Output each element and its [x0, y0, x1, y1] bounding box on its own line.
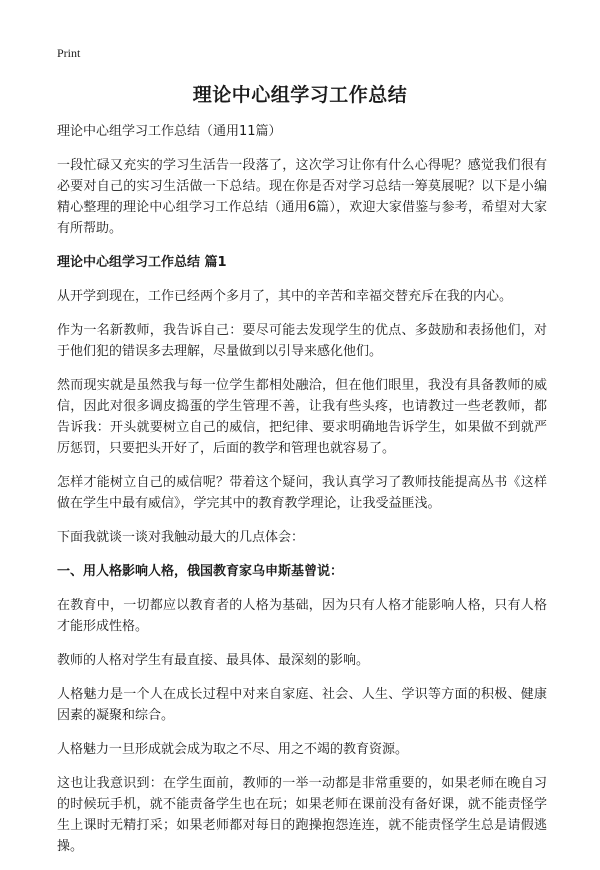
- paragraph: 从开学到现在，工作已经两个多月了，其中的辛苦和幸福交替充斥在我的内心。: [57, 289, 513, 304]
- paragraph: 在教育中，一切都应以教育者的人格为基础，因为只有人格才能影响人格，只有人格才能形成性格。: [57, 598, 547, 634]
- point-heading: 一、用人格影响人格，俄国教育家乌申斯基曾说：: [57, 564, 344, 579]
- paragraph: 怎样才能树立自己的威信呢？带着这个疑问，我认真学习了教师技能提高丛书《这样做在学生中最有威信》，学完其中的教育教学理论，让我受益匪浅。: [57, 475, 547, 511]
- page-title: 理论中心组学习工作总结: [192, 84, 408, 106]
- print-link[interactable]: Print: [57, 46, 81, 60]
- paragraph: 作为一名新教师，我告诉自己：要尽可能去发现学生的优点、多鼓励和表扬他们，对于他们犯的错误多去理解，尽量做到以引导来感化他们。: [57, 323, 547, 359]
- paragraph: 人格魅力一旦形成就会成为取之不尽、用之不竭的教育资源。: [57, 742, 409, 757]
- paragraph: 然而现实就是虽然我与每一位学生都相处融洽，但在他们眼里，我没有具备教师的威信，因此对很多调皮捣蛋的学生管理不善，让我有些头疼，也请教过一些老教师，都告诉我：开头就要树立自己的威信，把纪律、要求明确地告诉学生，如果做不到就严厉惩罚，只要把头开好了，后面的教学和管理也就容易了。: [57, 378, 547, 456]
- paragraph: 人格魅力是一个人在成长过程中对来自家庭、社会、人生、学识等方面的积极、健康因素的凝聚和综合。: [57, 687, 547, 723]
- section-heading: 理论中心组学习工作总结 篇1: [57, 255, 227, 270]
- article-body: [57, 121, 547, 870]
- intro-paragraph: 一段忙碌又充实的学习生活告一段落了，这次学习让你有什么心得呢？感觉我们很有必要对自己的实习生活做一下总结。现在你是否对学习总结一筹莫展呢？以下是小编精心整理的理论中心组学习工作总结（通用6篇），欢迎大家借鉴与参考，希望对大家有所帮助。: [57, 158, 547, 236]
- paragraph: 这也让我意识到：在学生面前，教师的一举一动都是非常重要的，如果老师在晚自习的时候玩手机，就不能责备学生也在玩；如果老师在课前没有备好课，就不能责怪学生上课时无精打采；如果老师都对每日的跑操抱怨连连，就不能责怪学生总是请假逃操。: [57, 776, 547, 854]
- paragraph: 教师的人格对学生有最直接、最具体、最深刻的影响。: [57, 653, 370, 668]
- paragraph: 下面我就谈一谈对我触动最大的几点体会：: [57, 530, 305, 545]
- article-subtitle: 理论中心组学习工作总结（通用11篇）: [57, 124, 282, 139]
